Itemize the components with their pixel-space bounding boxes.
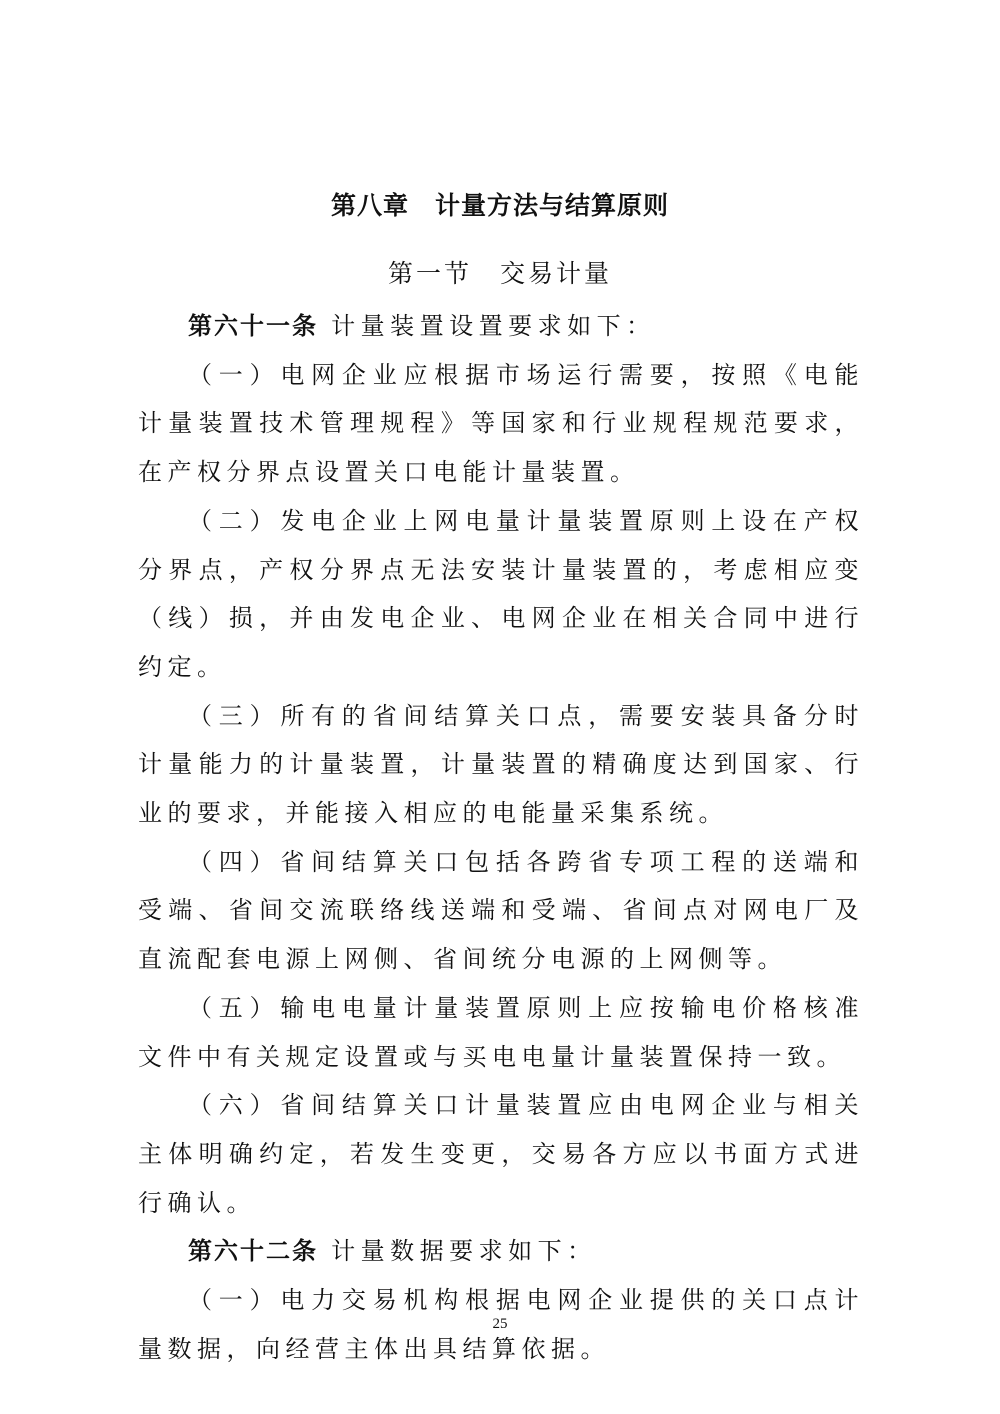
body-text bbox=[138, 302, 864, 1373]
article-62-item-1: （一）电力交易机构根据电网企业提供的关口点计量数据，向经营主体出具结算依据。 bbox=[138, 1286, 864, 1363]
chapter-title: 第八章 计量方法与结算原则 bbox=[330, 191, 669, 220]
article-61-item-1: （一）电网企业应根据市场运行需要，按照《电能计量装置技术管理规程》等国家和行业规程规范要求，在产权分界点设置关口电能计量装置。 bbox=[138, 360, 864, 487]
article-61-item-2: （二）发电企业上网电量计量装置原则上设在产权分界点，产权分界点无法安装计量装置的，考虑相应变（线）损，并由发电企业、电网企业在相关合同中进行约定。 bbox=[138, 506, 864, 681]
article-61-item-6: （六）省间结算关口计量装置应由电网企业与相关主体明确约定，若发生变更，交易各方应以书面方式进行确认。 bbox=[138, 1091, 864, 1217]
article-61-item-5: （五）输电电量计量装置原则上应按输电价格核准文件中有关规定设置或与买电电量计量装置保持一致。 bbox=[138, 993, 864, 1071]
article-62-text: 计量数据要求如下： bbox=[331, 1237, 597, 1266]
article-61-item-3: （三）所有的省间结算关口点，需要安装具备分时计量能力的计量装置，计量装置的精确度达到国家、行业的要求，并能接入相应的电能量采集系统。 bbox=[138, 701, 864, 828]
article-61-heading: 第六十一条 bbox=[188, 312, 318, 340]
section-title: 第一节 交易计量 bbox=[387, 259, 612, 288]
article-62-intro bbox=[138, 1227, 864, 1276]
page-number: 25 bbox=[492, 1316, 508, 1332]
article-62-heading: 第六十二条 bbox=[188, 1237, 318, 1266]
article-61-item-4: （四）省间结算关口包括各跨省专项工程的送端和受端、省间交流联络线送端和受端、省间点对网电厂及直流配套电源上网侧、省间统分电源的上网侧等。 bbox=[138, 847, 864, 974]
article-61-text: 计量装置设置要求如下： bbox=[331, 312, 656, 340]
article-61-intro bbox=[138, 302, 864, 351]
